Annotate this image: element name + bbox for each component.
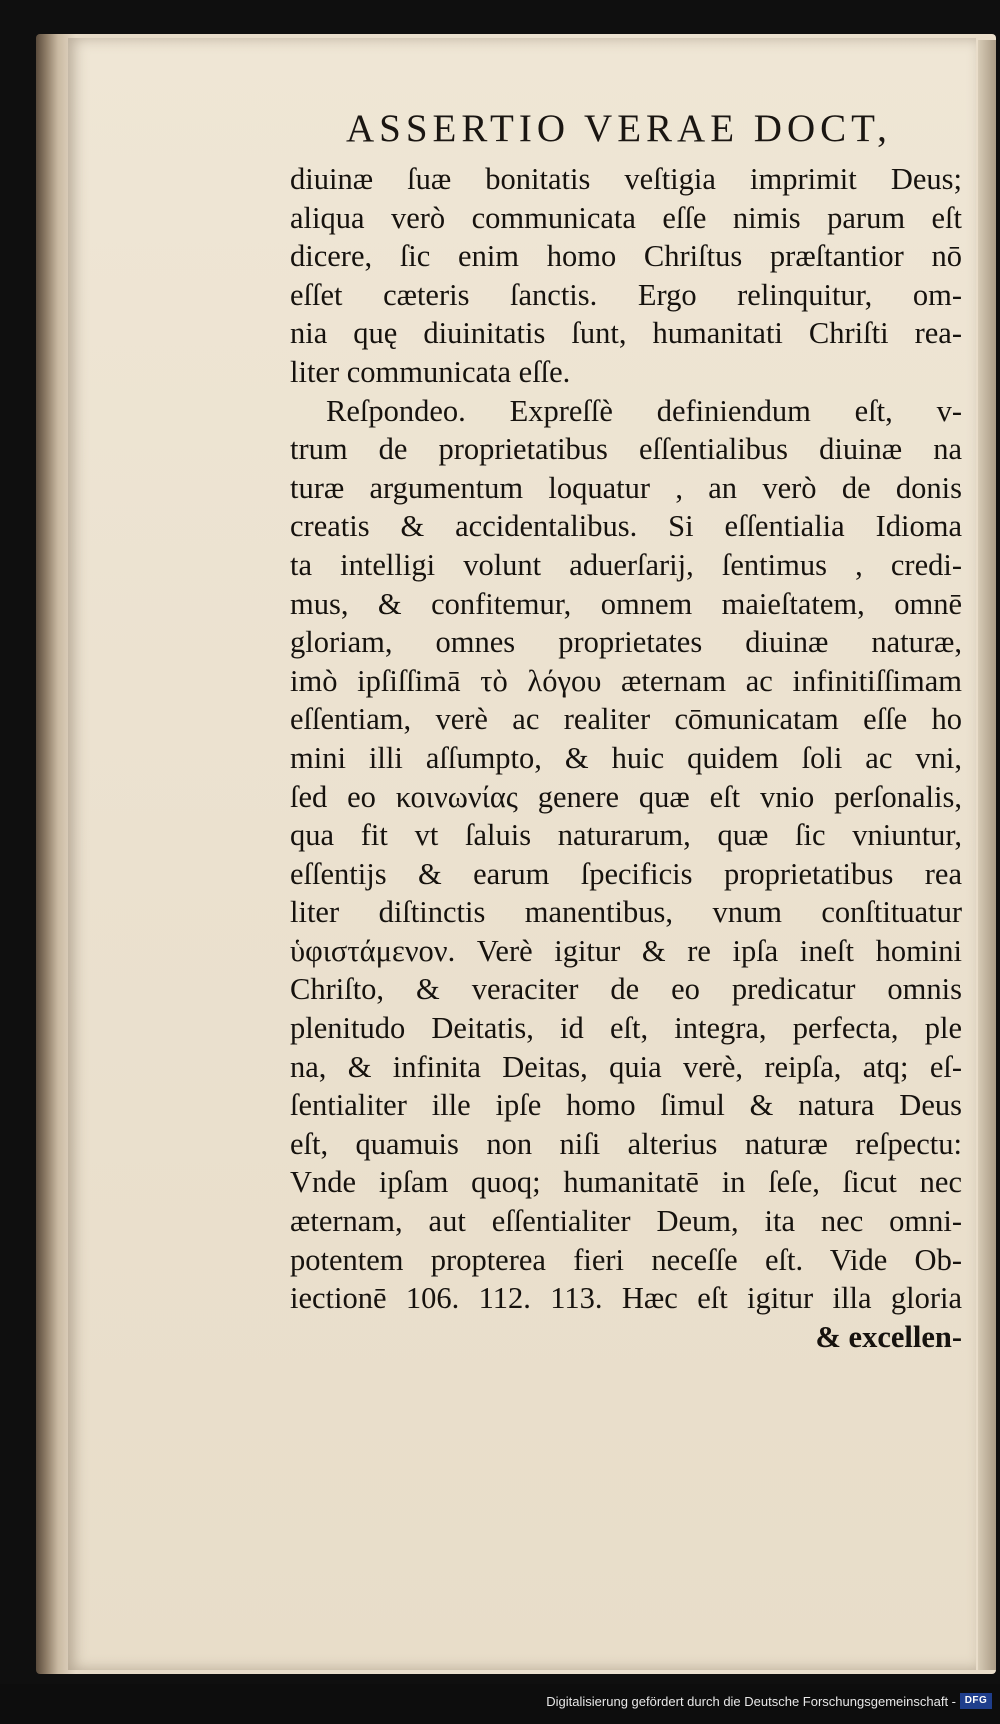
- text-line: ὑφιστάμενον. Verè igitur & re ipſa ineſt homini: [290, 933, 962, 968]
- text-line: ta intelligi volunt aduerſarij, ſentimus , credi-: [290, 547, 962, 582]
- text-line: plenitudo Deitatis, id eſt, integra, perfecta, ple: [290, 1011, 962, 1046]
- page-fore-edge: [978, 40, 996, 1670]
- catchword: & excellen-: [815, 1319, 962, 1354]
- text-line: qua fit vt ſaluis naturarum, quæ ſic vniuntur,: [290, 818, 962, 853]
- text-line: liter communicata eſſe.: [290, 354, 571, 389]
- text-line: eſſet cæteris ſanctis. Ergo relinquitur, om-: [290, 277, 962, 312]
- text-line: imò ipſiſſimā τὸ λόγου æternam ac infinitiſſimam: [290, 663, 962, 698]
- text-line: na, & infinita Deitas, quia verè, reipſa, atq; eſ-: [290, 1049, 962, 1084]
- text-line: mini illi aſſumpto, & huic quidem ſoli ac vni,: [290, 740, 962, 775]
- text-line: eſſentijs & earum ſpecificis proprietatibus rea: [290, 856, 962, 891]
- text-line: dicere, ſic enim homo Chriſtus præſtantior nō: [290, 239, 962, 274]
- text-line: potentem propterea fieri neceſſe eſt. Vide Ob-: [290, 1242, 962, 1277]
- text-line: gloriam, omnes proprietates diuinæ naturæ,: [290, 625, 962, 660]
- text-line: liter diſtinctis manentibus, vnum conſtituatur: [290, 895, 962, 930]
- text-line: diuinæ ſuæ bonitatis veſtigia imprimit Deus;: [290, 162, 962, 196]
- text-line: aliqua verò communicata eſſe nimis parum eſt: [290, 200, 962, 235]
- text-line: ſed eo κοινωνίας genere quæ eſt vnio perſonalis,: [290, 779, 962, 814]
- text-line: Chriſto, & veraciter de eo predicatur omnis: [290, 972, 962, 1007]
- body-text: [290, 160, 962, 1356]
- text-line: ſentialiter ille ipſe homo ſimul & natura Deus: [290, 1088, 962, 1123]
- text-line: turæ argumentum loquatur , an verò de donis: [290, 470, 962, 505]
- text-line: eſt, quamuis non niſi alterius naturæ reſpectu:: [290, 1126, 962, 1161]
- text-line: trum de proprietatibus eſſentialibus diuinæ na: [290, 432, 962, 467]
- dfg-logo: DFG: [960, 1693, 992, 1709]
- funding-credit: Digitalisierung gefördert durch die Deutsche Forschungsgemeinschaft -: [546, 1694, 956, 1709]
- text-line: nia quę diuinitatis ſunt, humanitati Chriſti rea-: [290, 316, 962, 351]
- text-line: mus, & confitemur, omnem maieſtatem, omnē: [290, 586, 962, 621]
- digitization-footer: [0, 1684, 1000, 1724]
- text-line: æternam, aut eſſentialiter Deum, ita nec omni-: [290, 1204, 962, 1239]
- text-line: Vnde ipſam quoq; humanitatē in ſeſe, ſicut nec: [290, 1165, 962, 1200]
- text-line: Reſpondeo. Expreſſè definiendum eſt, v-: [326, 393, 962, 428]
- text-line: iectionē 106. 112. 113. Hæc eſt igitur illa gloria: [290, 1281, 962, 1316]
- text-line: eſſentiam, verè ac realiter cōmunicatam eſſe ho: [290, 702, 962, 737]
- running-head: ASSERTIO VERAE DOCT,: [346, 107, 892, 150]
- text-line: creatis & accidentalibus. Si eſſentialia Idioma: [290, 509, 962, 544]
